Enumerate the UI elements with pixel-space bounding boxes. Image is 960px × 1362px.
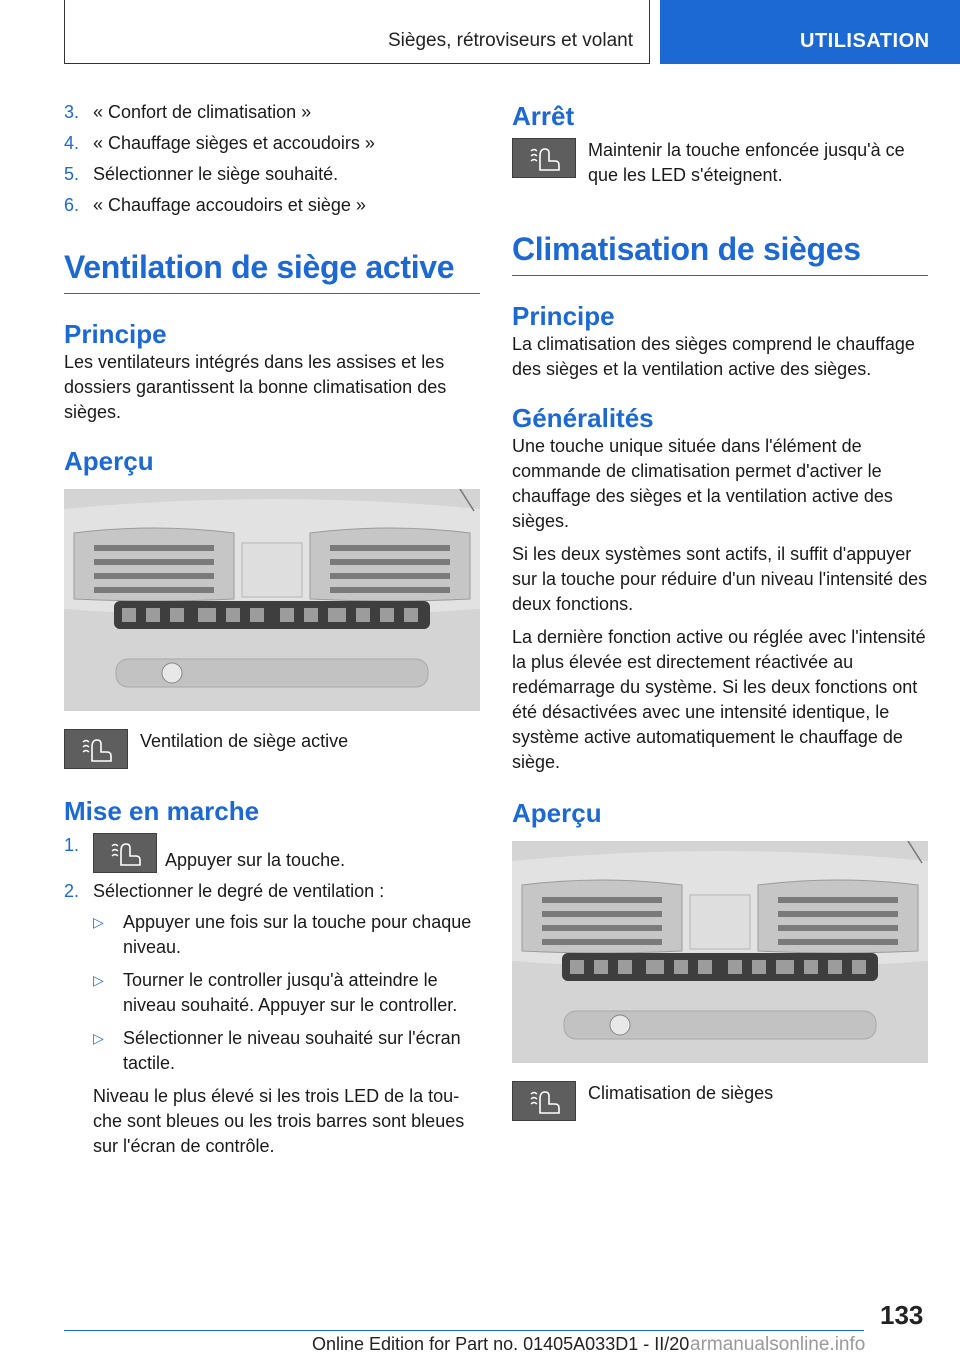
bullet-triangle-icon: ▷ (93, 1030, 104, 1046)
heading-mise-en-marche: Mise en marche (64, 796, 260, 826)
step-number: 5. (64, 164, 80, 184)
generalites-p3: La dernière fonction active ou réglée avec l'intensité la plus élevée est directement réactivée au redémarrage du système. Si les deux fonctions ont été désactivées avec une intensité identique, le système active automatiquement le chauffage de siège. (512, 627, 926, 772)
heading-generalites: Généralités (512, 403, 654, 433)
principe-text-right: La climatisation des sièges comprend le chauffage des sièges et la ventilation active des sièges. (512, 334, 915, 379)
icon-caption-climatisation (512, 1081, 928, 1121)
step-number: 3. (64, 102, 80, 122)
step-5 (64, 162, 480, 187)
heading-principe: Principe (64, 319, 167, 349)
header-chapter-title: UTILISATION (800, 30, 930, 52)
header-section-box (64, 0, 650, 64)
heading-apercu-right: Aperçu (512, 798, 602, 828)
seat-ventilation-icon (512, 1081, 576, 1121)
marche-sub-1 (64, 910, 480, 960)
heading-principe-right: Principe (512, 301, 615, 331)
heading-arret: Arrêt (512, 101, 575, 131)
icon-caption-text: Ventilation de siège active (140, 731, 349, 751)
right-column (512, 100, 928, 1121)
footer-divider (64, 1330, 864, 1331)
bullet-triangle-icon: ▷ (93, 914, 104, 930)
sub-text: Tourner le controller jusqu'à atteindre le niveau souhaité. Appuyer sur le controller. (123, 970, 458, 1015)
step-number: 1. (64, 835, 80, 855)
principe-text: Les ventilateurs intégrés dans les assises et les dossiers garantissent la bonne climatisation des sièges. (64, 352, 447, 422)
climate-panel-photo (64, 489, 480, 711)
section-title-climatisation: Climatisation de sièges (512, 230, 928, 276)
marche-step-1 (64, 833, 480, 873)
step-4 (64, 131, 480, 156)
watermark: armanualsonline.info (690, 1334, 866, 1355)
marche-sub-2 (64, 968, 480, 1018)
sub-text: Appuyer une fois sur la touche pour chaque niveau. (123, 912, 472, 957)
step-number: 4. (64, 133, 80, 153)
icon-caption-text: Climatisation de sièges (588, 1083, 774, 1103)
step-text: Sélectionner le degré de ventilation : (93, 881, 385, 901)
header-section-title: Sièges, rétroviseurs et volant (387, 30, 633, 51)
generalites-p1: Une touche unique située dans l'élément de commande de climatisation permet d'activer le chauffage des sièges et la ventilation active des sièges. (512, 436, 893, 531)
step-text: « Confort de climatisation » (93, 102, 312, 122)
generalites-p2: Si les deux systèmes sont actifs, il suffit d'appuyer sur la touche pour réduire d'un niveau l'intensité des deux fonctions. (512, 544, 928, 614)
step-text: « Chauffage accoudoirs et siège » (93, 195, 366, 215)
step-text: « Chauffage sièges et accoudoirs » (93, 133, 375, 153)
step-3 (64, 100, 480, 125)
step-text: Appuyer sur la touche. (165, 850, 346, 870)
bullet-triangle-icon: ▷ (93, 972, 104, 988)
step-text: Sélectionner le siège souhaité. (93, 164, 339, 184)
left-column (64, 100, 480, 1159)
heading-apercu: Aperçu (64, 446, 154, 476)
footer-edition: Online Edition for Part no. 01405A033D1 - II/20 (312, 1334, 690, 1354)
step-number: 6. (64, 195, 80, 215)
seat-ventilation-icon (512, 138, 576, 178)
marche-note: Niveau le plus élevé si les trois LED de la touche sont bleues ou les trois barres sont bleues sur l'écran de contrôle. (93, 1086, 465, 1156)
sub-text: Sélectionner le niveau souhaité sur l'écran tactile. (123, 1028, 461, 1073)
step-number: 2. (64, 881, 80, 901)
arret-row (512, 138, 928, 188)
page-number: 133 (880, 1300, 924, 1330)
seat-ventilation-icon (64, 729, 128, 769)
marche-sub-3 (64, 1026, 480, 1076)
marche-step-2 (64, 879, 480, 904)
header-chapter-tab (660, 0, 960, 64)
step-6 (64, 193, 480, 218)
seat-ventilation-icon (93, 833, 157, 873)
icon-caption-ventilation (64, 729, 480, 769)
arret-text: Maintenir la touche enfoncée jusqu'à ce que les LED s'éteignent. (588, 140, 905, 185)
climate-panel-photo-right (512, 841, 928, 1063)
section-title-ventilation: Ventilation de siège active (64, 248, 480, 294)
